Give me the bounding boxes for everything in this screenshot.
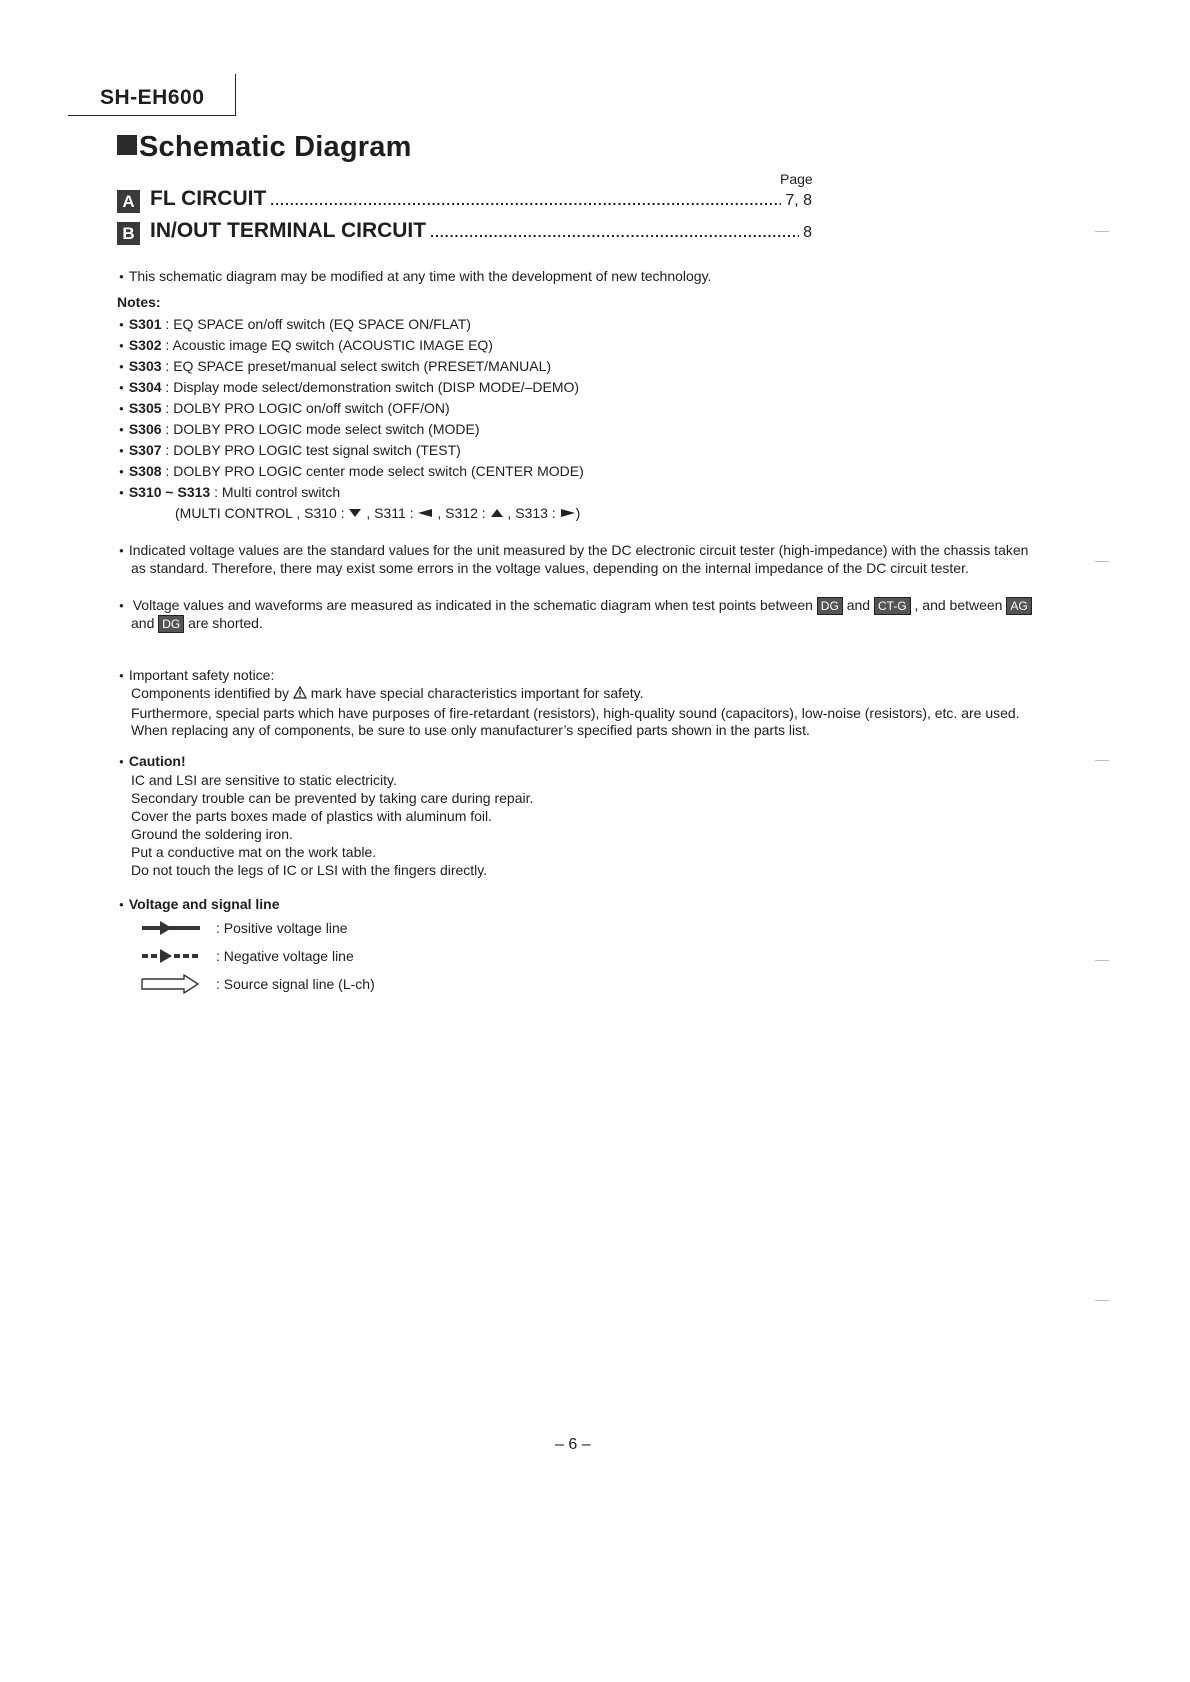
legend-label: : Positive voltage line (216, 920, 348, 936)
caution-line: Secondary trouble can be prevented by taking care during repair. (131, 790, 534, 806)
voltage-note-text: Indicated voltage values are the standard values for the unit measured by the DC electronic circuit tester (high-impedance) with the chassis taken (128, 542, 1029, 558)
caution-line: Cover the parts boxes made of plastics with aluminum foil. (131, 808, 493, 824)
toc-page-label: Page (780, 171, 813, 187)
legend-title (119, 896, 280, 915)
header-divider (235, 74, 236, 116)
safety-line3: When replacing any of components, be sure to use only manufacturer’s specified parts shown in the parts list. (131, 722, 810, 738)
ct-g-tag: CT-G (874, 597, 911, 615)
dg-tag: DG (158, 615, 184, 633)
switch-desc: DOLBY PRO LOGIC center mode select switch (CENTER MODE) (173, 463, 584, 479)
toc-pages-a: 7, 8 (785, 192, 812, 209)
down-arrow-icon (348, 508, 362, 518)
note-item: ● S303 : EQ SPACE preset/manual select switch (PRESET/MANUAL) (119, 358, 551, 377)
notes-heading: Notes: (117, 294, 161, 310)
caution-line: Put a conductive mat on the work table. (131, 844, 377, 860)
caution-line: Do not touch the legs of IC or LSI with the fingers directly. (131, 862, 488, 878)
source-signal-line-icon (140, 974, 202, 994)
legend-item-source (140, 974, 375, 994)
note-item: ● S304 : Display mode select/demonstration switch (DISP MODE/–DEMO) (119, 379, 579, 398)
note-item: ● S306 : DOLBY PRO LOGIC mode select switch (MODE) (119, 421, 479, 440)
legend-title-text: Voltage and signal line (128, 896, 280, 912)
switch-desc: EQ SPACE on/off switch (EQ SPACE ON/FLAT) (173, 316, 471, 332)
intro-sentence: This schematic diagram may be modified at any time with the development of new technology. (128, 268, 712, 284)
caution-line: IC and LSI are sensitive to static electricity. (131, 772, 397, 788)
warning-triangle-icon (293, 686, 307, 699)
switch-id: S306 (128, 421, 162, 437)
switch-id: S308 (128, 463, 162, 479)
note-item: ● S307 : DOLBY PRO LOGIC test signal switch (TEST) (119, 442, 461, 461)
legend-item-positive (140, 918, 348, 938)
switch-id: S302 (128, 337, 162, 353)
note-item: ● S310 ~ S313 : Multi control switch (119, 484, 340, 503)
measure-text: , and between (914, 597, 1003, 613)
switch-desc: Multi control switch (221, 484, 341, 500)
safety-text: Components identified by (131, 685, 289, 701)
toc-label-b: IN/OUT TERMINAL CIRCUIT (150, 219, 427, 242)
measure-note-line2 (131, 615, 263, 633)
positive-voltage-line-icon (140, 918, 202, 938)
switch-desc: EQ SPACE preset/manual select switch (PRESET/MANUAL) (173, 358, 552, 374)
measure-note-line1 (119, 597, 1032, 616)
safety-text: mark have special characteristics important for safety. (310, 685, 644, 701)
switch-id: S301 (128, 316, 162, 332)
caution-title-text: Caution! (128, 753, 186, 769)
multi-s311: , S311 : (366, 505, 414, 521)
left-arrow-icon (417, 508, 433, 518)
note-item: ● S302 : Acoustic image EQ switch (ACOUSTIC IMAGE EQ) (119, 337, 493, 356)
toc-pages-b: 8 (803, 224, 812, 241)
page-number: – 6 – (555, 1436, 591, 1453)
note-item: ● S308 : DOLBY PRO LOGIC center mode select switch (CENTER MODE) (119, 463, 584, 482)
caution-line: Ground the soldering iron. (131, 826, 293, 842)
safety-line1 (131, 685, 644, 702)
measure-text: are shorted. (188, 615, 263, 631)
right-arrow-icon (560, 508, 576, 518)
dg-tag: DG (817, 597, 843, 615)
multi-s312: , S312 : (437, 505, 486, 521)
safety-title-text: Important safety notice: (128, 667, 275, 683)
toc-leader (270, 192, 781, 208)
note-item: ● S305 : DOLBY PRO LOGIC on/off switch (OFF/ON) (119, 400, 450, 419)
multi-prefix: (MULTI CONTROL , S310 : (175, 505, 345, 521)
toc-letter-b: B (117, 222, 140, 245)
ag-tag: AG (1006, 597, 1031, 615)
legend-item-negative (140, 946, 354, 966)
switch-id: S305 (128, 400, 162, 416)
toc-label-a: FL CIRCUIT (150, 187, 267, 210)
measure-and: and (846, 597, 871, 613)
switch-desc: DOLBY PRO LOGIC on/off switch (OFF/ON) (173, 400, 450, 416)
toc-entry-a[interactable] (117, 187, 812, 211)
switch-id: S304 (128, 379, 162, 395)
page-title (117, 131, 412, 164)
multi-suffix: ) (575, 505, 581, 521)
toc-entry-b[interactable] (117, 219, 812, 243)
caution-title (119, 753, 186, 772)
voltage-note-line2: as standard. Therefore, there may exist some errors in the voltage values, depending on the internal impedance of the DC circuit tester. (131, 560, 969, 576)
up-arrow-icon (490, 508, 504, 518)
switch-desc: DOLBY PRO LOGIC test signal switch (TEST) (173, 442, 461, 458)
note-item: ● S301 : EQ SPACE on/off switch (EQ SPACE ON/FLAT) (119, 316, 471, 335)
measure-text: Voltage values and waveforms are measured as indicated in the schematic diagram when test points between (132, 597, 813, 613)
page-title-text: Schematic Diagram (139, 131, 412, 163)
header-underline (68, 115, 236, 116)
switch-desc: DOLBY PRO LOGIC mode select switch (MODE) (173, 421, 480, 437)
toc-leader (430, 224, 799, 240)
intro-text (119, 268, 711, 287)
toc-letter-a: A (117, 190, 140, 213)
switch-desc: Acoustic image EQ switch (ACOUSTIC IMAGE EQ) (172, 337, 493, 353)
safety-title (119, 667, 274, 686)
switch-id: S303 (128, 358, 162, 374)
negative-voltage-line-icon (140, 946, 202, 966)
switch-id: S310 ~ S313 (128, 484, 211, 500)
multi-s313: , S313 : (507, 505, 556, 521)
model-name: SH-EH600 (100, 86, 205, 109)
measure-and: and (131, 615, 155, 631)
multi-control-detail (175, 505, 580, 522)
legend-label: : Source signal line (L-ch) (216, 976, 375, 992)
legend-label: : Negative voltage line (216, 948, 354, 964)
voltage-note-line1 (119, 542, 1028, 561)
switch-desc: Display mode select/demonstration switch (DISP MODE/–DEMO) (173, 379, 580, 395)
safety-line2: Furthermore, special parts which have purposes of fire-retardant (resistors), high-quality sound (capacitors), low-noise (resistors), etc. are used. (131, 705, 1020, 721)
switch-id: S307 (128, 442, 162, 458)
title-square-icon (117, 135, 137, 155)
